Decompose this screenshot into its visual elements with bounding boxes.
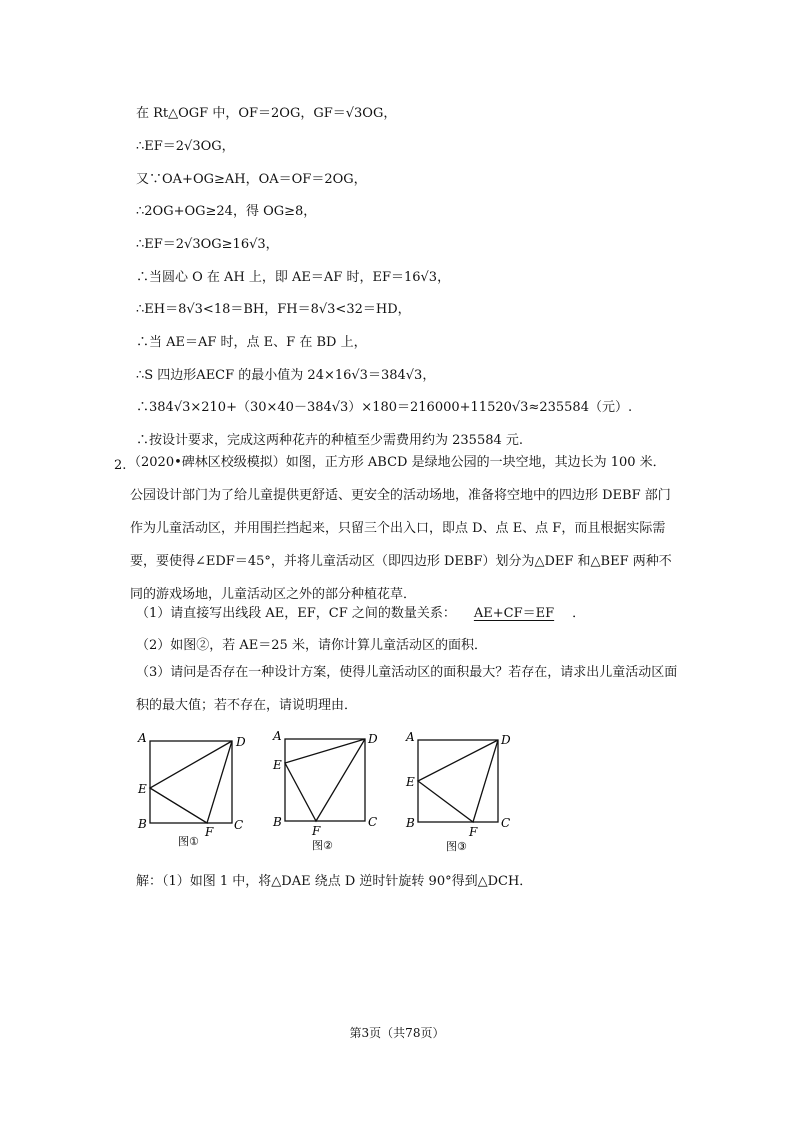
question-1-prefix: （1）请直接写出线段 AE，EF，CF 之间的数量关系：	[136, 606, 456, 621]
question-1-suffix: ．	[572, 606, 586, 621]
solution-line: ∴当 AE＝AF 时，点 E、F 在 BD 上，	[136, 335, 367, 350]
label-c: C	[368, 815, 378, 829]
solution-line: ∴EH＝8√3<18＝BH，FH＝8√3<32＝HD，	[136, 302, 411, 317]
question-3: （3）请问是否存在一种设计方案，使得儿童活动区的面积最大？若存在，请求出儿童活动区面积的最大值；若不存在，请说明理由．	[136, 665, 678, 713]
solution-line: 在 Rt△OGF 中，OF＝2OG，GF＝√3OG，	[136, 106, 397, 121]
solution-line: ∴S 四边形AECF 的最小值为 24×16√3＝384√3，	[136, 368, 436, 383]
triangle-def	[285, 739, 365, 821]
figures-row	[130, 726, 530, 856]
figure-1-caption: 图①	[178, 835, 199, 848]
figure-3-caption: 图③	[446, 840, 467, 853]
figure-2-caption: 图②	[312, 839, 333, 852]
question-1-answer: AE+CF＝EF	[473, 606, 555, 621]
question-2: （2）如图②，若 AE＝25 米，请你计算儿童活动区的面积．	[136, 638, 487, 653]
label-f: F	[469, 825, 478, 839]
label-e: E	[273, 758, 282, 772]
label-b: B	[273, 815, 282, 829]
label-f: F	[205, 825, 214, 839]
solution-line: ∴384√3×210+（30×40－384√3）×180＝216000+11520√3≈235584（元）.	[136, 400, 633, 415]
solution-line: 又∵OA+OG≥AH，OA＝OF＝2OG，	[136, 172, 367, 187]
label-e: E	[406, 775, 415, 789]
label-a: A	[406, 730, 415, 744]
solution-line: ∴EF＝2√3OG≥16√3，	[136, 237, 279, 252]
question-1	[136, 604, 585, 624]
label-c: C	[501, 816, 511, 830]
solution-line: ∴按设计要求，完成这两种花卉的种植至少需费用约为 235584 元.	[136, 433, 524, 448]
segment-ef	[150, 788, 207, 823]
label-e: E	[138, 782, 147, 796]
label-d: D	[236, 735, 246, 749]
figure-2	[272, 729, 378, 852]
solution-line: ∴当圆心 O 在 AH 上，即 AE＝AF 时，EF＝16√3，	[136, 270, 451, 285]
page-footer: 第3页（共78页）	[349, 1026, 445, 1040]
label-b: B	[406, 816, 415, 830]
label-a: A	[138, 731, 147, 745]
solution-line: ∴2OG+OG≥24，得 OG≥8，	[136, 204, 317, 219]
label-d: D	[368, 732, 378, 746]
solution-line: ∴EF＝2√3OG，	[136, 139, 235, 154]
label-d: D	[501, 733, 511, 747]
problem-number: 2.	[114, 458, 127, 473]
label-b: B	[138, 817, 147, 831]
label-c: C	[234, 818, 244, 832]
triangle-def	[150, 741, 232, 823]
figure-3	[405, 730, 511, 853]
figure-1	[137, 731, 246, 848]
label-f: F	[312, 824, 321, 838]
answer-line: 解：（1）如图 1 中，将△DAE 绕点 D 逆时针旋转 90°得到△DCH．	[136, 874, 533, 889]
label-a: A	[273, 729, 282, 743]
triangle-def	[418, 740, 498, 822]
problem-text: （2020•碑林区校级模拟）如图，正方形 ABCD 是绿地公园的一块空地，其边长为 100 米．公园设计部门为了给儿童提供更舒适、更安全的活动场地，准备将空地中的四边形 DEBF 部门作为儿童活动区，并用围拦挡起来，只留三个出入口，即点 D、点 E、点 F，而且根据实际需要，要使得∠EDF＝45°，并将儿童活动区（即四边形 DEBF）划分为△DEF 和△BEF 两种不同的游戏场地，儿童活动区之外的部分种植花草．	[128, 455, 672, 602]
